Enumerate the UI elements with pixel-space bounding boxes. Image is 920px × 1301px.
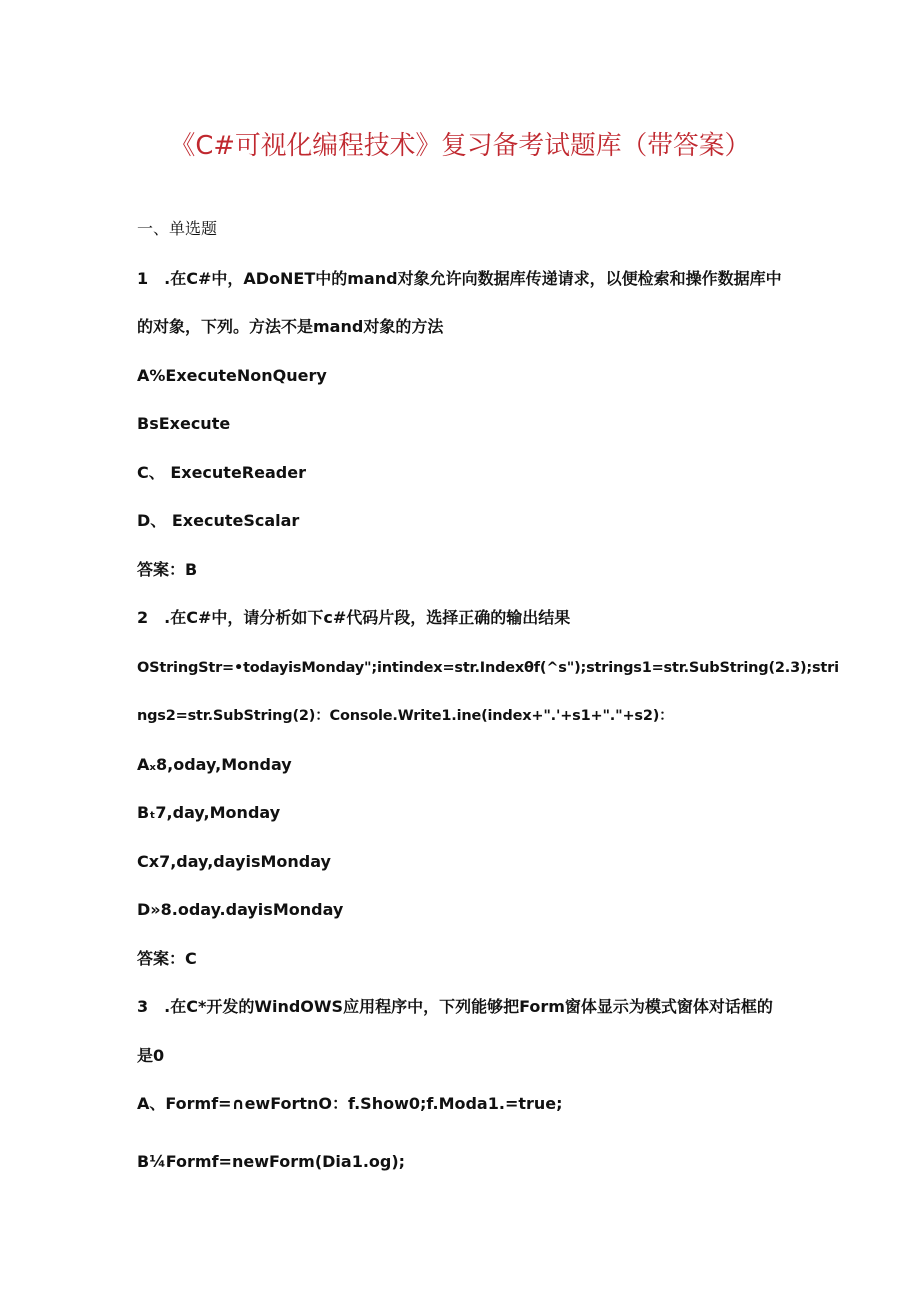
question-2-code-line-2: ngs2=str.SubString(2)：Console.Write1.ine(index+".'+s1+"."+s2)：	[137, 708, 674, 724]
question-3-stem-line-2: 是0	[137, 1046, 165, 1065]
question-2-option-c: Cx7,day,dayisMonday	[137, 852, 331, 871]
question-1-option-b: BsExecute	[137, 414, 231, 433]
question-2-option-b: Bₜ7,day,Monday	[137, 803, 281, 822]
question-2-answer: 答案：C	[137, 949, 197, 968]
question-1-option-c: C、 ExecuteReader	[137, 463, 306, 482]
section-heading: 一、单选题	[137, 219, 218, 238]
question-1-answer: 答案：B	[137, 560, 198, 579]
question-2-code-line-1: OStringStr=•todayisMonday";intindex=str.Indexθf(^s");strings1=str.SubString(2.3);stri	[137, 660, 839, 676]
question-3-option-a: A、Formf=∩ewFortnO：f.Show0;f.Moda1.=true;	[137, 1094, 563, 1113]
question-2-stem: 2 .在C#中，请分析如下c#代码片段，选择正确的输出结果	[137, 608, 571, 627]
question-1-stem-line-1: 1 .在C#中，ADoNET中的mand对象允许向数据库传递请求，以便检索和操作数据库中	[137, 269, 782, 288]
question-1-option-a: A%ExecuteNonQuery	[137, 366, 327, 385]
question-1-stem-line-2: 的对象，下列。方法不是mand对象的方法	[137, 317, 444, 336]
question-3-option-b: B¼Formf=newForm(Dia1.og);	[137, 1152, 406, 1171]
question-2-option-a: Aₓ8,oday,Monday	[137, 755, 292, 774]
question-3-stem-line-1: 3 .在C*开发的WindOWS应用程序中，下列能够把Form窗体显示为模式窗体对话框的	[137, 997, 773, 1016]
question-1-option-d: D、 ExecuteScalar	[137, 511, 300, 530]
question-2-option-d: D»8.oday.dayisMonday	[137, 900, 344, 919]
document-title: 《C#可视化编程技术》复习备考试题库（带答案）	[169, 131, 751, 161]
